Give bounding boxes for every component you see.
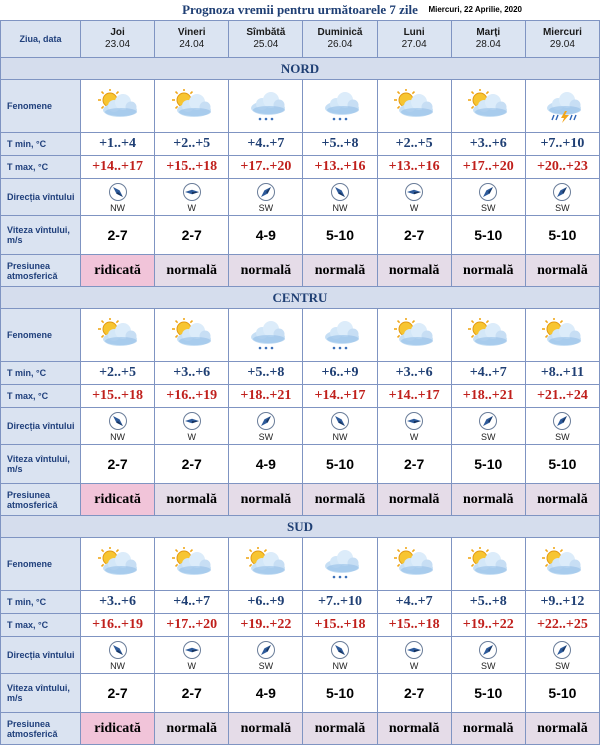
wind-direction-cell [525, 408, 599, 445]
wind-direction-icon [478, 411, 498, 431]
wind-direction-label: W [187, 660, 196, 671]
vit-row [1, 674, 600, 713]
day-header [229, 21, 303, 58]
tmin-value: +9..+12 [525, 591, 599, 614]
wind-direction-icon [552, 640, 572, 660]
vit-value: 5-10 [451, 216, 525, 255]
partly-cloudy-icon [94, 318, 142, 352]
tmin-value: +7..+10 [303, 591, 377, 614]
wind-direction-label: NW [332, 660, 348, 671]
weather-cell [525, 309, 599, 362]
partly-cloudy-icon [464, 318, 512, 352]
tmax-value: +14..+17 [377, 385, 451, 408]
tmin-value: +3..+6 [155, 362, 229, 385]
vit-value: 2-7 [155, 216, 229, 255]
vit-row [1, 445, 600, 484]
wind-direction-label: W [187, 431, 196, 442]
fen-row [1, 538, 600, 591]
day-date: 28.04 [475, 39, 501, 50]
partly-cloudy-icon [242, 547, 290, 581]
region-header-row [1, 58, 600, 80]
pres-value: normală [525, 713, 599, 745]
tmax-value: +18..+21 [229, 385, 303, 408]
vit-row [1, 216, 600, 255]
tmax-value: +17..+20 [451, 156, 525, 179]
day-header [303, 21, 377, 58]
dir-row [1, 179, 600, 216]
vit-value: 4-9 [229, 216, 303, 255]
tmin-value: +4..+7 [377, 591, 451, 614]
wind-compass [303, 411, 376, 442]
cloud-snow-icon [242, 318, 290, 352]
tmin-value: +5..+8 [451, 591, 525, 614]
wind-compass [303, 640, 376, 671]
pres-label: Presiunea atmosferică [1, 484, 81, 516]
wind-direction-icon [478, 640, 498, 660]
cloud-snow-icon [316, 318, 364, 352]
dir-label: Direcția vîntului [1, 637, 81, 674]
pres-value: normală [229, 713, 303, 745]
weather-cell [451, 80, 525, 133]
wind-direction-label: W [187, 202, 196, 213]
wind-direction-icon [108, 411, 128, 431]
pres-value: ridicată [81, 484, 155, 516]
tmin-value: +4..+7 [155, 591, 229, 614]
wind-compass [452, 411, 525, 442]
partly-cloudy-icon [168, 547, 216, 581]
weather-cell [81, 309, 155, 362]
tmax-value: +22..+25 [525, 614, 599, 637]
wind-direction-cell [451, 179, 525, 216]
fen-label: Fenomene [1, 309, 81, 362]
wind-direction-icon [478, 182, 498, 202]
tmax-value: +13..+16 [377, 156, 451, 179]
wind-compass [81, 640, 154, 671]
wind-direction-cell [303, 408, 377, 445]
day-date: 29.04 [549, 39, 575, 50]
fen-label: Fenomene [1, 80, 81, 133]
pres-value: normală [155, 713, 229, 745]
wind-direction-icon [182, 182, 202, 202]
day-name: Vineri [177, 27, 206, 38]
wind-compass [229, 411, 302, 442]
wind-direction-cell [81, 408, 155, 445]
tmin-label: T min, °C [1, 362, 81, 385]
day-header [525, 21, 599, 58]
partly-cloudy-icon [390, 318, 438, 352]
weather-cell [155, 80, 229, 133]
pres-value: normală [451, 484, 525, 516]
vit-value: 4-9 [229, 445, 303, 484]
pres-value: normală [229, 484, 303, 516]
wind-direction-icon [256, 411, 276, 431]
tmax-value: +14..+17 [81, 156, 155, 179]
tmax-value: +15..+18 [81, 385, 155, 408]
day-name: Luni [403, 27, 425, 38]
dir-row [1, 637, 600, 674]
pres-label: Presiunea atmosferică [1, 255, 81, 287]
pres-value: normală [525, 484, 599, 516]
wind-direction-icon [182, 640, 202, 660]
tmax-value: +15..+18 [377, 614, 451, 637]
wind-compass [378, 640, 451, 671]
wind-direction-label: NW [110, 660, 126, 671]
dir-label: Direcția vîntului [1, 408, 81, 445]
pres-value: normală [451, 713, 525, 745]
day-date: 24.04 [179, 39, 205, 50]
forecast-table [0, 20, 600, 745]
day-header [81, 21, 155, 58]
tmin-value: +3..+6 [451, 133, 525, 156]
region-name: SUD [1, 516, 600, 538]
weather-cell [303, 80, 377, 133]
wind-direction-cell [229, 179, 303, 216]
wind-direction-label: SW [258, 660, 274, 671]
pres-value: ridicată [81, 713, 155, 745]
wind-direction-cell [155, 179, 229, 216]
wind-direction-label: SW [481, 431, 496, 442]
wind-direction-icon [404, 182, 424, 202]
weather-cell [525, 80, 599, 133]
dir-label: Direcția vîntului [1, 179, 81, 216]
tmin-value: +5..+8 [303, 133, 377, 156]
wind-direction-cell [377, 408, 451, 445]
tmax-value: +15..+18 [303, 614, 377, 637]
day-name: Sîmbătă [246, 27, 286, 38]
tmax-value: +21..+24 [525, 385, 599, 408]
wind-direction-label: NW [332, 431, 348, 442]
day-name: Joi [110, 27, 125, 38]
tmin-value: +6..+9 [303, 362, 377, 385]
wind-direction-icon [108, 182, 128, 202]
partly-cloudy-icon [464, 547, 512, 581]
page-title: Prognoza vremii pentru următoarele 7 zile [182, 2, 418, 17]
tmin-value: +7..+10 [525, 133, 599, 156]
wind-direction-cell [525, 179, 599, 216]
partly-cloudy-icon [168, 89, 216, 123]
vit-label: Viteza vîntului, m/s [1, 445, 81, 484]
wind-compass [155, 640, 228, 671]
tmin-value: +6..+9 [229, 591, 303, 614]
vit-value: 2-7 [155, 674, 229, 713]
tmax-row [1, 614, 600, 637]
partly-cloudy-icon [464, 89, 512, 123]
tmax-value: +14..+17 [303, 385, 377, 408]
region-header-row [1, 516, 600, 538]
tmax-value: +16..+19 [81, 614, 155, 637]
wind-direction-cell [525, 637, 599, 674]
vit-value: 5-10 [451, 445, 525, 484]
weather-cell [451, 309, 525, 362]
day-name: Miercuri [542, 27, 582, 38]
fen-row [1, 80, 600, 133]
wind-compass [526, 182, 599, 213]
header-row [1, 21, 600, 58]
cloud-snow-icon [242, 89, 290, 123]
tmin-value: +4..+7 [451, 362, 525, 385]
wind-direction-label: W [409, 431, 419, 442]
day-name: Duminică [317, 27, 363, 38]
issue-date: Miercuri, 22 Aprilie, 2020 [428, 5, 522, 14]
tmax-value: +17..+20 [155, 614, 229, 637]
wind-direction-cell [377, 179, 451, 216]
weather-cell [229, 538, 303, 591]
dir-row [1, 408, 600, 445]
vit-value: 5-10 [303, 674, 377, 713]
tmin-value: +2..+5 [81, 362, 155, 385]
vit-value: 5-10 [303, 445, 377, 484]
wind-direction-label: SW [258, 202, 274, 213]
cloud-snow-icon [316, 89, 364, 123]
fen-label: Fenomene [1, 538, 81, 591]
tmin-label: T min, °C [1, 591, 81, 614]
pres-row [1, 484, 600, 516]
pres-value: ridicată [81, 255, 155, 287]
wind-direction-label: NW [110, 431, 126, 442]
tmax-value: +20..+23 [525, 156, 599, 179]
day-date: 25.04 [253, 39, 279, 50]
partly-cloudy-icon [538, 547, 586, 581]
weather-cell [377, 538, 451, 591]
pres-value: normală [303, 713, 377, 745]
wind-direction-label: W [409, 660, 419, 671]
vit-value: 5-10 [451, 674, 525, 713]
partly-cloudy-icon [538, 318, 586, 352]
day-name: Marți [476, 27, 501, 38]
region-name: NORD [1, 58, 600, 80]
tmax-value: +19..+22 [229, 614, 303, 637]
wind-direction-cell [229, 637, 303, 674]
wind-direction-icon [404, 640, 424, 660]
tmin-value: +2..+5 [155, 133, 229, 156]
pres-value: normală [377, 255, 451, 287]
tmin-value: +8..+11 [525, 362, 599, 385]
wind-direction-label: NW [110, 202, 126, 213]
wind-direction-label: W [409, 202, 419, 213]
tmin-value: +1..+4 [81, 133, 155, 156]
fen-row [1, 309, 600, 362]
vit-value: 5-10 [303, 216, 377, 255]
tmax-row [1, 156, 600, 179]
vit-value: 4-9 [229, 674, 303, 713]
tmin-row [1, 362, 600, 385]
wind-direction-icon [330, 182, 350, 202]
tmin-value: +4..+7 [229, 133, 303, 156]
pres-row [1, 255, 600, 287]
tmax-row [1, 385, 600, 408]
vit-value: 2-7 [377, 445, 451, 484]
pres-value: normală [377, 713, 451, 745]
wind-compass [229, 182, 302, 213]
vit-label: Viteza vîntului, m/s [1, 674, 81, 713]
vit-value: 2-7 [81, 674, 155, 713]
pres-value: normală [229, 255, 303, 287]
wind-direction-label: SW [258, 431, 274, 442]
weather-cell [303, 309, 377, 362]
region-header-row [1, 287, 600, 309]
wind-direction-icon [552, 411, 572, 431]
tmax-value: +19..+22 [451, 614, 525, 637]
wind-compass [526, 411, 599, 442]
tmax-value: +16..+19 [155, 385, 229, 408]
partly-cloudy-icon [94, 547, 142, 581]
vit-value: 2-7 [81, 216, 155, 255]
wind-direction-cell [303, 637, 377, 674]
tmin-value: +2..+5 [377, 133, 451, 156]
wind-direction-label: NW [332, 202, 348, 213]
tmin-value: +3..+6 [377, 362, 451, 385]
vit-value: 5-10 [525, 216, 599, 255]
wind-compass [452, 640, 525, 671]
wind-direction-cell [377, 637, 451, 674]
wind-compass [81, 411, 154, 442]
cloud-snow-icon [316, 547, 364, 581]
wind-direction-label: SW [555, 431, 570, 442]
pres-label: Presiunea atmosferică [1, 713, 81, 745]
day-date: 23.04 [105, 39, 131, 50]
wind-direction-cell [451, 637, 525, 674]
wind-compass [155, 182, 228, 213]
tmax-value: +17..+20 [229, 156, 303, 179]
title-bar [0, 0, 600, 20]
day-header [451, 21, 525, 58]
wind-direction-cell [155, 637, 229, 674]
wind-direction-icon [404, 411, 424, 431]
vit-value: 2-7 [81, 445, 155, 484]
weather-cell [229, 80, 303, 133]
tmax-value: +13..+16 [303, 156, 377, 179]
wind-direction-label: SW [481, 660, 496, 671]
wind-direction-icon [256, 182, 276, 202]
wind-compass [378, 411, 451, 442]
wind-direction-cell [81, 179, 155, 216]
vit-value: 2-7 [377, 216, 451, 255]
weather-cell [155, 309, 229, 362]
pres-value: normală [303, 255, 377, 287]
tmax-value: +15..+18 [155, 156, 229, 179]
tmin-row [1, 133, 600, 156]
vit-value: 2-7 [377, 674, 451, 713]
vit-value: 2-7 [155, 445, 229, 484]
vit-value: 5-10 [525, 674, 599, 713]
vit-label: Viteza vîntului, m/s [1, 216, 81, 255]
weather-cell [377, 309, 451, 362]
wind-compass [378, 182, 451, 213]
vit-value: 5-10 [525, 445, 599, 484]
pres-row [1, 713, 600, 745]
weather-cell [303, 538, 377, 591]
day-header [155, 21, 229, 58]
pres-value: normală [155, 255, 229, 287]
wind-compass [155, 411, 228, 442]
wind-direction-icon [330, 411, 350, 431]
wind-compass [229, 640, 302, 671]
wind-direction-label: SW [481, 202, 496, 213]
weather-cell [377, 80, 451, 133]
tmax-label: T max, °C [1, 614, 81, 637]
weather-cell [81, 538, 155, 591]
partly-cloudy-icon [94, 89, 142, 123]
tmax-label: T max, °C [1, 156, 81, 179]
partly-cloudy-icon [390, 89, 438, 123]
tmin-label: T min, °C [1, 133, 81, 156]
region-name: CENTRU [1, 287, 600, 309]
pres-value: normală [451, 255, 525, 287]
pres-value: normală [155, 484, 229, 516]
wind-direction-cell [303, 179, 377, 216]
wind-direction-icon [552, 182, 572, 202]
header-label: Ziua, data [1, 21, 81, 58]
cloud-thunder-rain-icon [538, 89, 586, 123]
weather-cell [155, 538, 229, 591]
wind-compass [452, 182, 525, 213]
wind-direction-cell [81, 637, 155, 674]
weather-cell [525, 538, 599, 591]
tmax-value: +18..+21 [451, 385, 525, 408]
wind-direction-label: SW [555, 202, 570, 213]
wind-compass [526, 640, 599, 671]
partly-cloudy-icon [390, 547, 438, 581]
tmin-value: +5..+8 [229, 362, 303, 385]
wind-direction-cell [229, 408, 303, 445]
pres-value: normală [525, 255, 599, 287]
weather-cell [81, 80, 155, 133]
wind-compass [81, 182, 154, 213]
day-header [377, 21, 451, 58]
tmin-value: +3..+6 [81, 591, 155, 614]
wind-direction-icon [108, 640, 128, 660]
pres-value: normală [303, 484, 377, 516]
weather-cell [451, 538, 525, 591]
wind-direction-icon [330, 640, 350, 660]
partly-cloudy-icon [168, 318, 216, 352]
weather-cell [229, 309, 303, 362]
day-date: 27.04 [401, 39, 427, 50]
wind-direction-icon [182, 411, 202, 431]
day-date: 26.04 [327, 39, 353, 50]
wind-direction-cell [155, 408, 229, 445]
wind-direction-label: SW [555, 660, 570, 671]
wind-direction-cell [451, 408, 525, 445]
wind-compass [303, 182, 376, 213]
tmax-label: T max, °C [1, 385, 81, 408]
wind-direction-icon [256, 640, 276, 660]
tmin-row [1, 591, 600, 614]
pres-value: normală [377, 484, 451, 516]
